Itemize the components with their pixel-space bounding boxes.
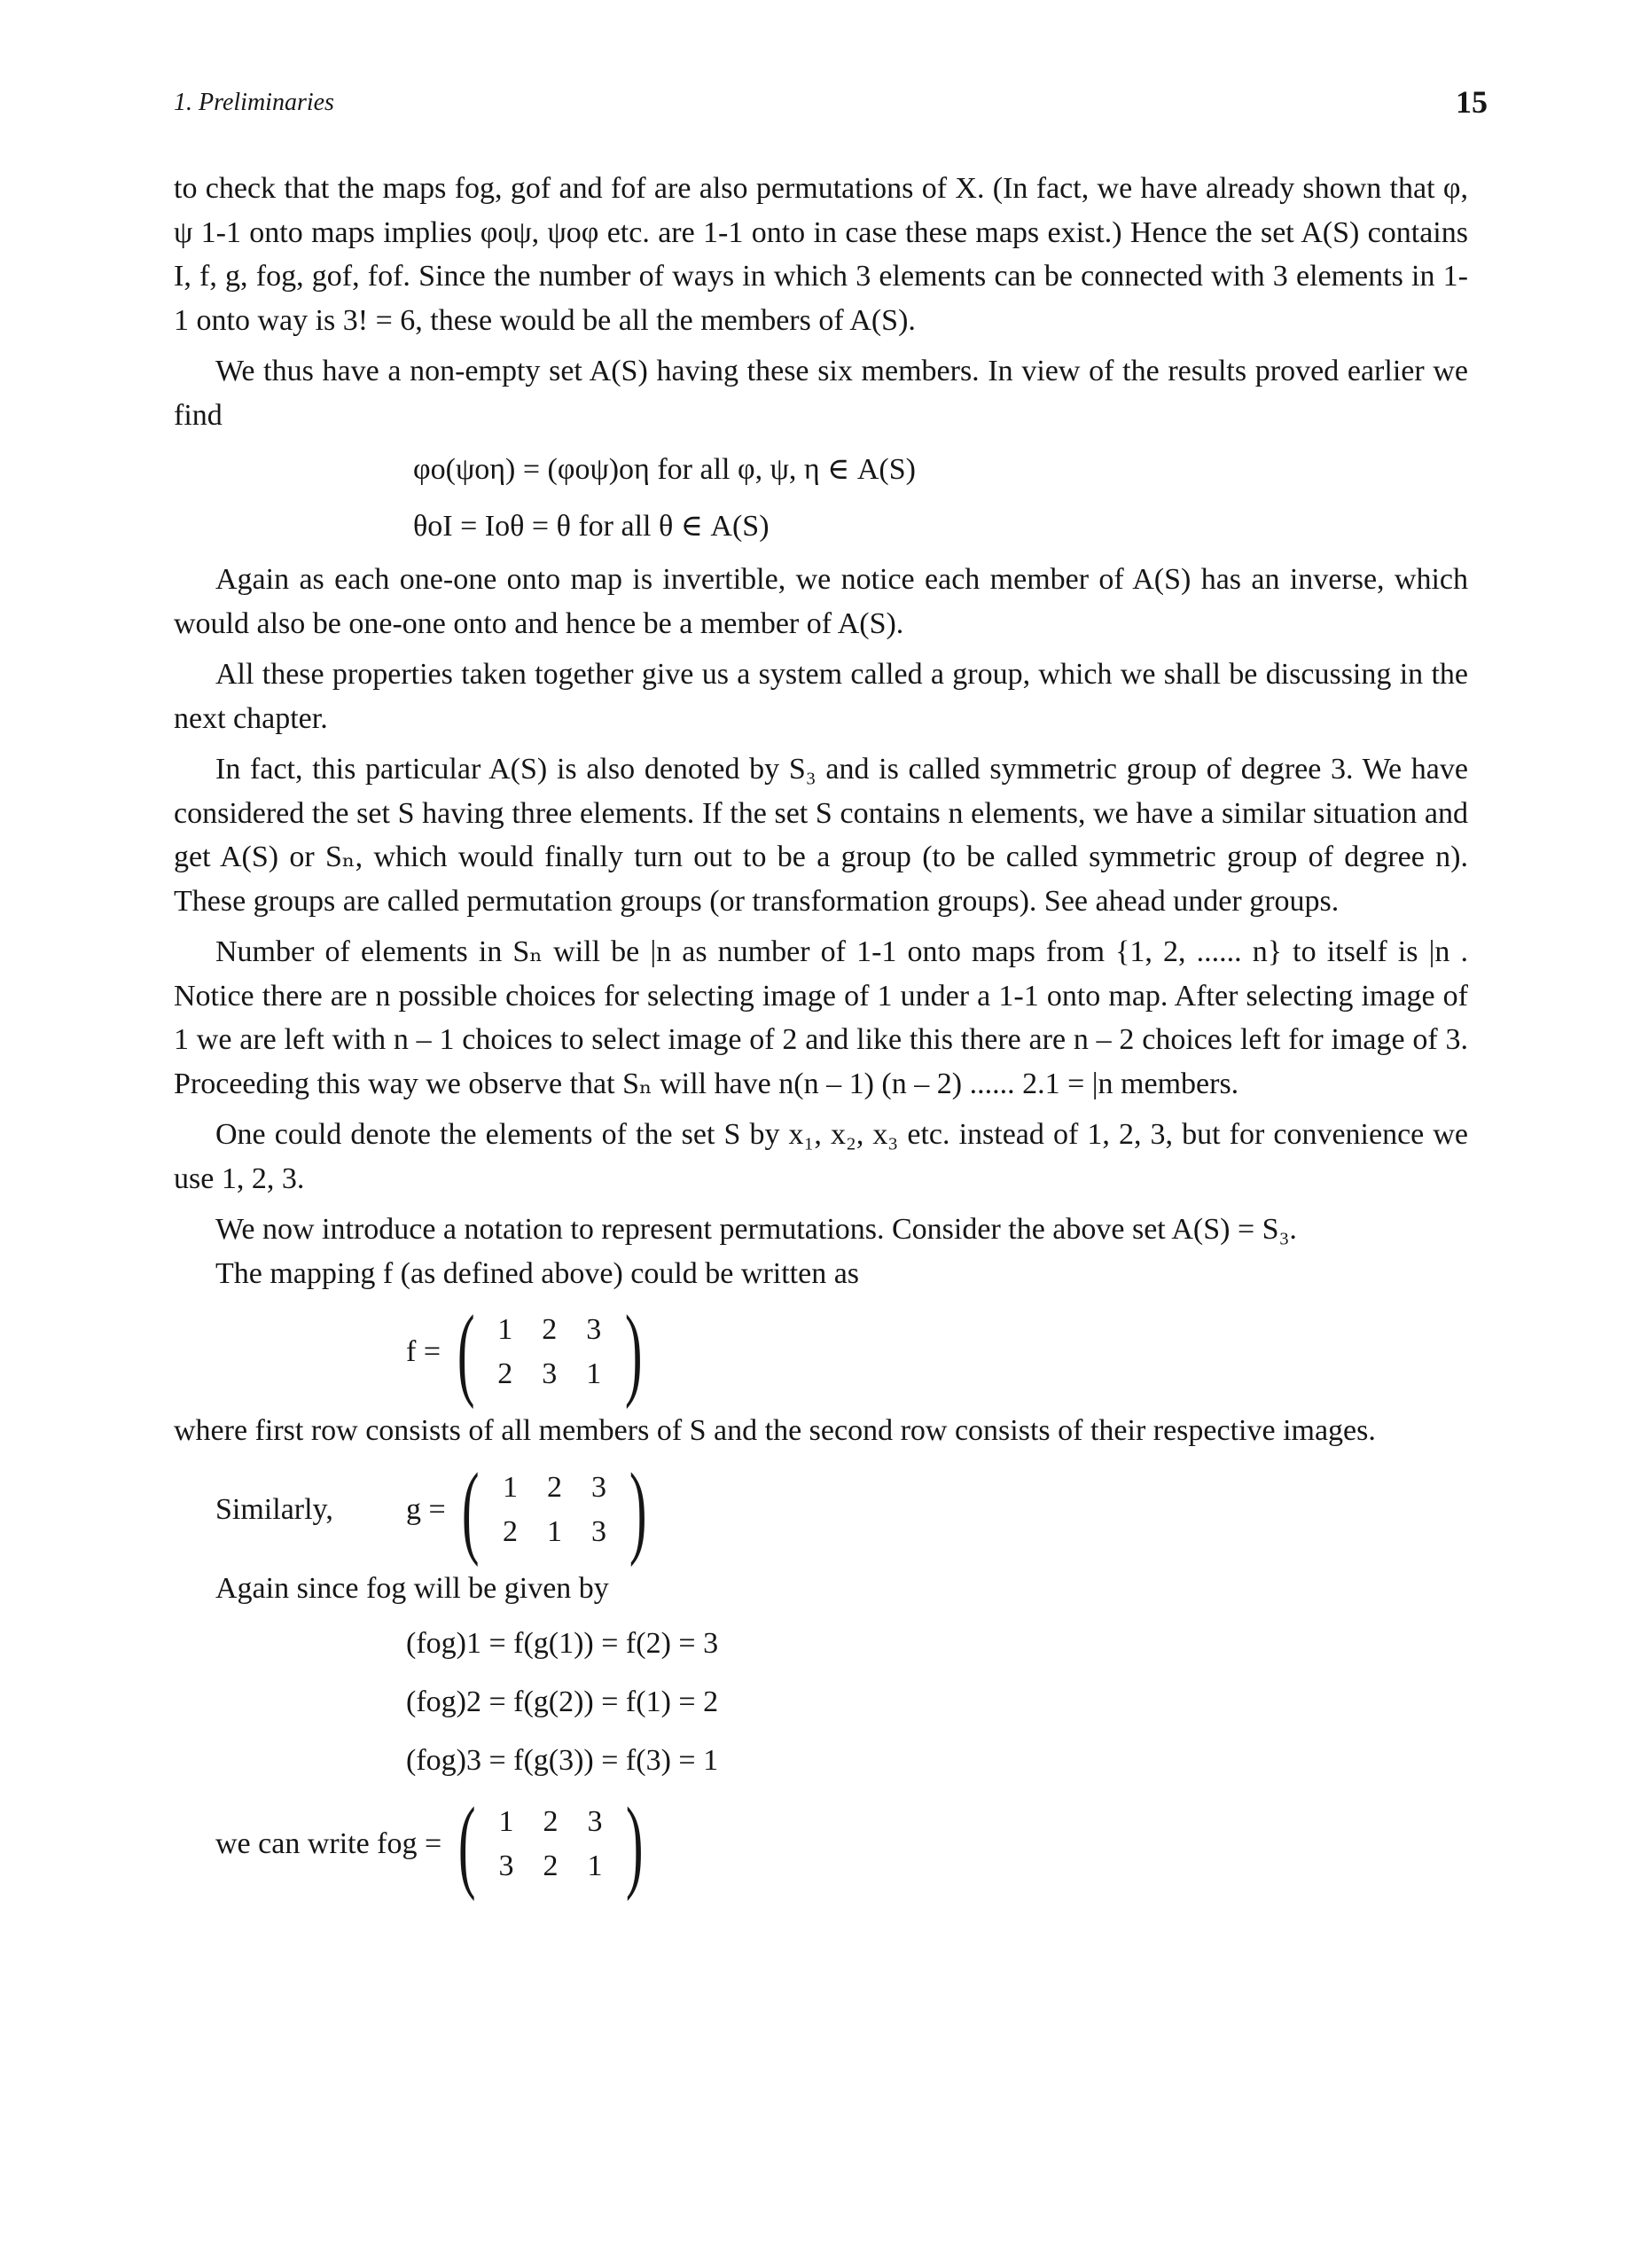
equation-identity: θoI = Ioθ = θ for all θ ∈ A(S) <box>413 510 770 543</box>
matrix-cell: 1 <box>498 1805 514 1838</box>
matrix-label: g = <box>406 1492 454 1526</box>
similarly-label: Similarly, <box>215 1492 333 1526</box>
matrix-cell: 2 <box>543 1850 559 1882</box>
right-paren: ) <box>629 1451 647 1568</box>
paragraph: We now introduce a notation to represent permutations. Consider the above set A(S) = S₃. <box>215 1213 1297 1246</box>
matrix-cell: 2 <box>502 1514 518 1548</box>
paragraph: The mapping f (as defined above) could be written as <box>215 1256 860 1290</box>
paragraph: In fact, this particular A(S) is also denoted by S₃ and is called symmetric group of degree 3. We have considered the set S having three elements. If the set S contains n elements, we have a similar situation and get A(S) or Sₙ, which would finally turn out to be a group (to be called symmetric group of degree n). These groups are called permutation groups (or transformation groups). See ahead under groups. <box>174 753 1468 918</box>
matrix-label: f = <box>406 1335 449 1369</box>
matrix-cell: 2 <box>546 1470 562 1504</box>
chapter-header: 1. Preliminaries <box>174 89 334 116</box>
matrix-cell: 3 <box>590 1514 606 1548</box>
paragraph: Number of elements in Sₙ will be |n as number of 1-1 onto maps from {1, 2, ...... n} to itself is |n . Notice there are n possible choices for selecting image of 1 under a 1-1 onto map. After selecting image of 1 we are left with n – 1 choices to select image of 2 and like this there are n – 2 choices left for image of 3. Proceeding this way we observe that Sₙ will have n(n – 1) (n – 2) ...... 2.1 = |n members. <box>174 935 1468 1100</box>
right-paren: ) <box>625 1786 644 1902</box>
matrix-cell: 3 <box>498 1850 514 1882</box>
matrix-label: we can write fog = <box>215 1827 449 1861</box>
permutation-matrix-g <box>453 1451 656 1568</box>
paragraph: Again since fog will be given by <box>215 1571 609 1605</box>
matrix-cell: 1 <box>497 1313 513 1346</box>
matrix-cell: 1 <box>546 1514 562 1548</box>
permutation-matrix-f <box>449 1294 652 1410</box>
matrix-cell: 3 <box>542 1357 558 1390</box>
left-paren: ( <box>457 1786 476 1902</box>
paragraph: to check that the maps fog, gof and fof are also permutations of X. (In fact, we have already shown that φ, ψ 1-1 onto maps implies φoψ, ψoφ etc. are 1-1 onto in case these maps exist.) Hence the set A(S) contains I, f, g, fog, gof, fof. Since the number of ways in which 3 elements can be connected with 3 elements in 1-1 onto way is 3! = 6, these would be all the members of A(S). <box>174 172 1468 337</box>
matrix-cell: 1 <box>587 1850 603 1882</box>
matrix-fog-row <box>174 1786 1468 1902</box>
paragraph: where first row consists of all members of S and the second row consists of their respective images. <box>174 1414 1376 1447</box>
matrix-cell: 3 <box>587 1805 603 1838</box>
composition-line: (fog)1 = f(g(1)) = f(2) = 3 <box>406 1627 719 1660</box>
paragraph: One could denote the elements of the set S by x₁, x₂, x₃ etc. instead of 1, 2, 3, but for convenience we use 1, 2, 3. <box>174 1118 1468 1195</box>
matrix-cell: 2 <box>497 1357 513 1390</box>
matrix-cell: 3 <box>586 1313 602 1346</box>
equation-associativity: φo(ψoη) = (φoψ)oη for all φ, ψ, η ∈ A(S) <box>413 453 916 486</box>
paragraph: We thus have a non-empty set A(S) having these six members. In view of the results proved earlier we find <box>174 355 1468 432</box>
matrix-g-row <box>174 1451 1468 1568</box>
matrix-cell: 1 <box>586 1357 602 1390</box>
paragraph: Again as each one-one onto map is invertible, we notice each member of A(S) has an inverse, which would also be one-one onto and hence be a member of A(S). <box>174 563 1468 640</box>
matrix-cell: 2 <box>542 1313 558 1346</box>
permutation-matrix-fog <box>449 1786 652 1902</box>
matrix-cell: 1 <box>502 1470 518 1504</box>
paragraph: All these properties taken together give us a system called a group, which we shall be discussing in the next chapter. <box>174 658 1468 735</box>
matrix-cell: 2 <box>543 1805 559 1838</box>
page-number: 15 <box>1456 84 1488 120</box>
composition-line: (fog)3 = f(g(3)) = f(3) = 1 <box>406 1744 719 1777</box>
composition-line: (fog)2 = f(g(2)) = f(1) = 2 <box>406 1685 719 1718</box>
matrix-f-row <box>174 1294 1468 1410</box>
left-paren: ( <box>462 1451 480 1568</box>
right-paren: ) <box>624 1294 643 1410</box>
matrix-cell: 3 <box>590 1470 606 1504</box>
page-body <box>174 167 1468 1901</box>
left-paren: ( <box>457 1294 474 1410</box>
